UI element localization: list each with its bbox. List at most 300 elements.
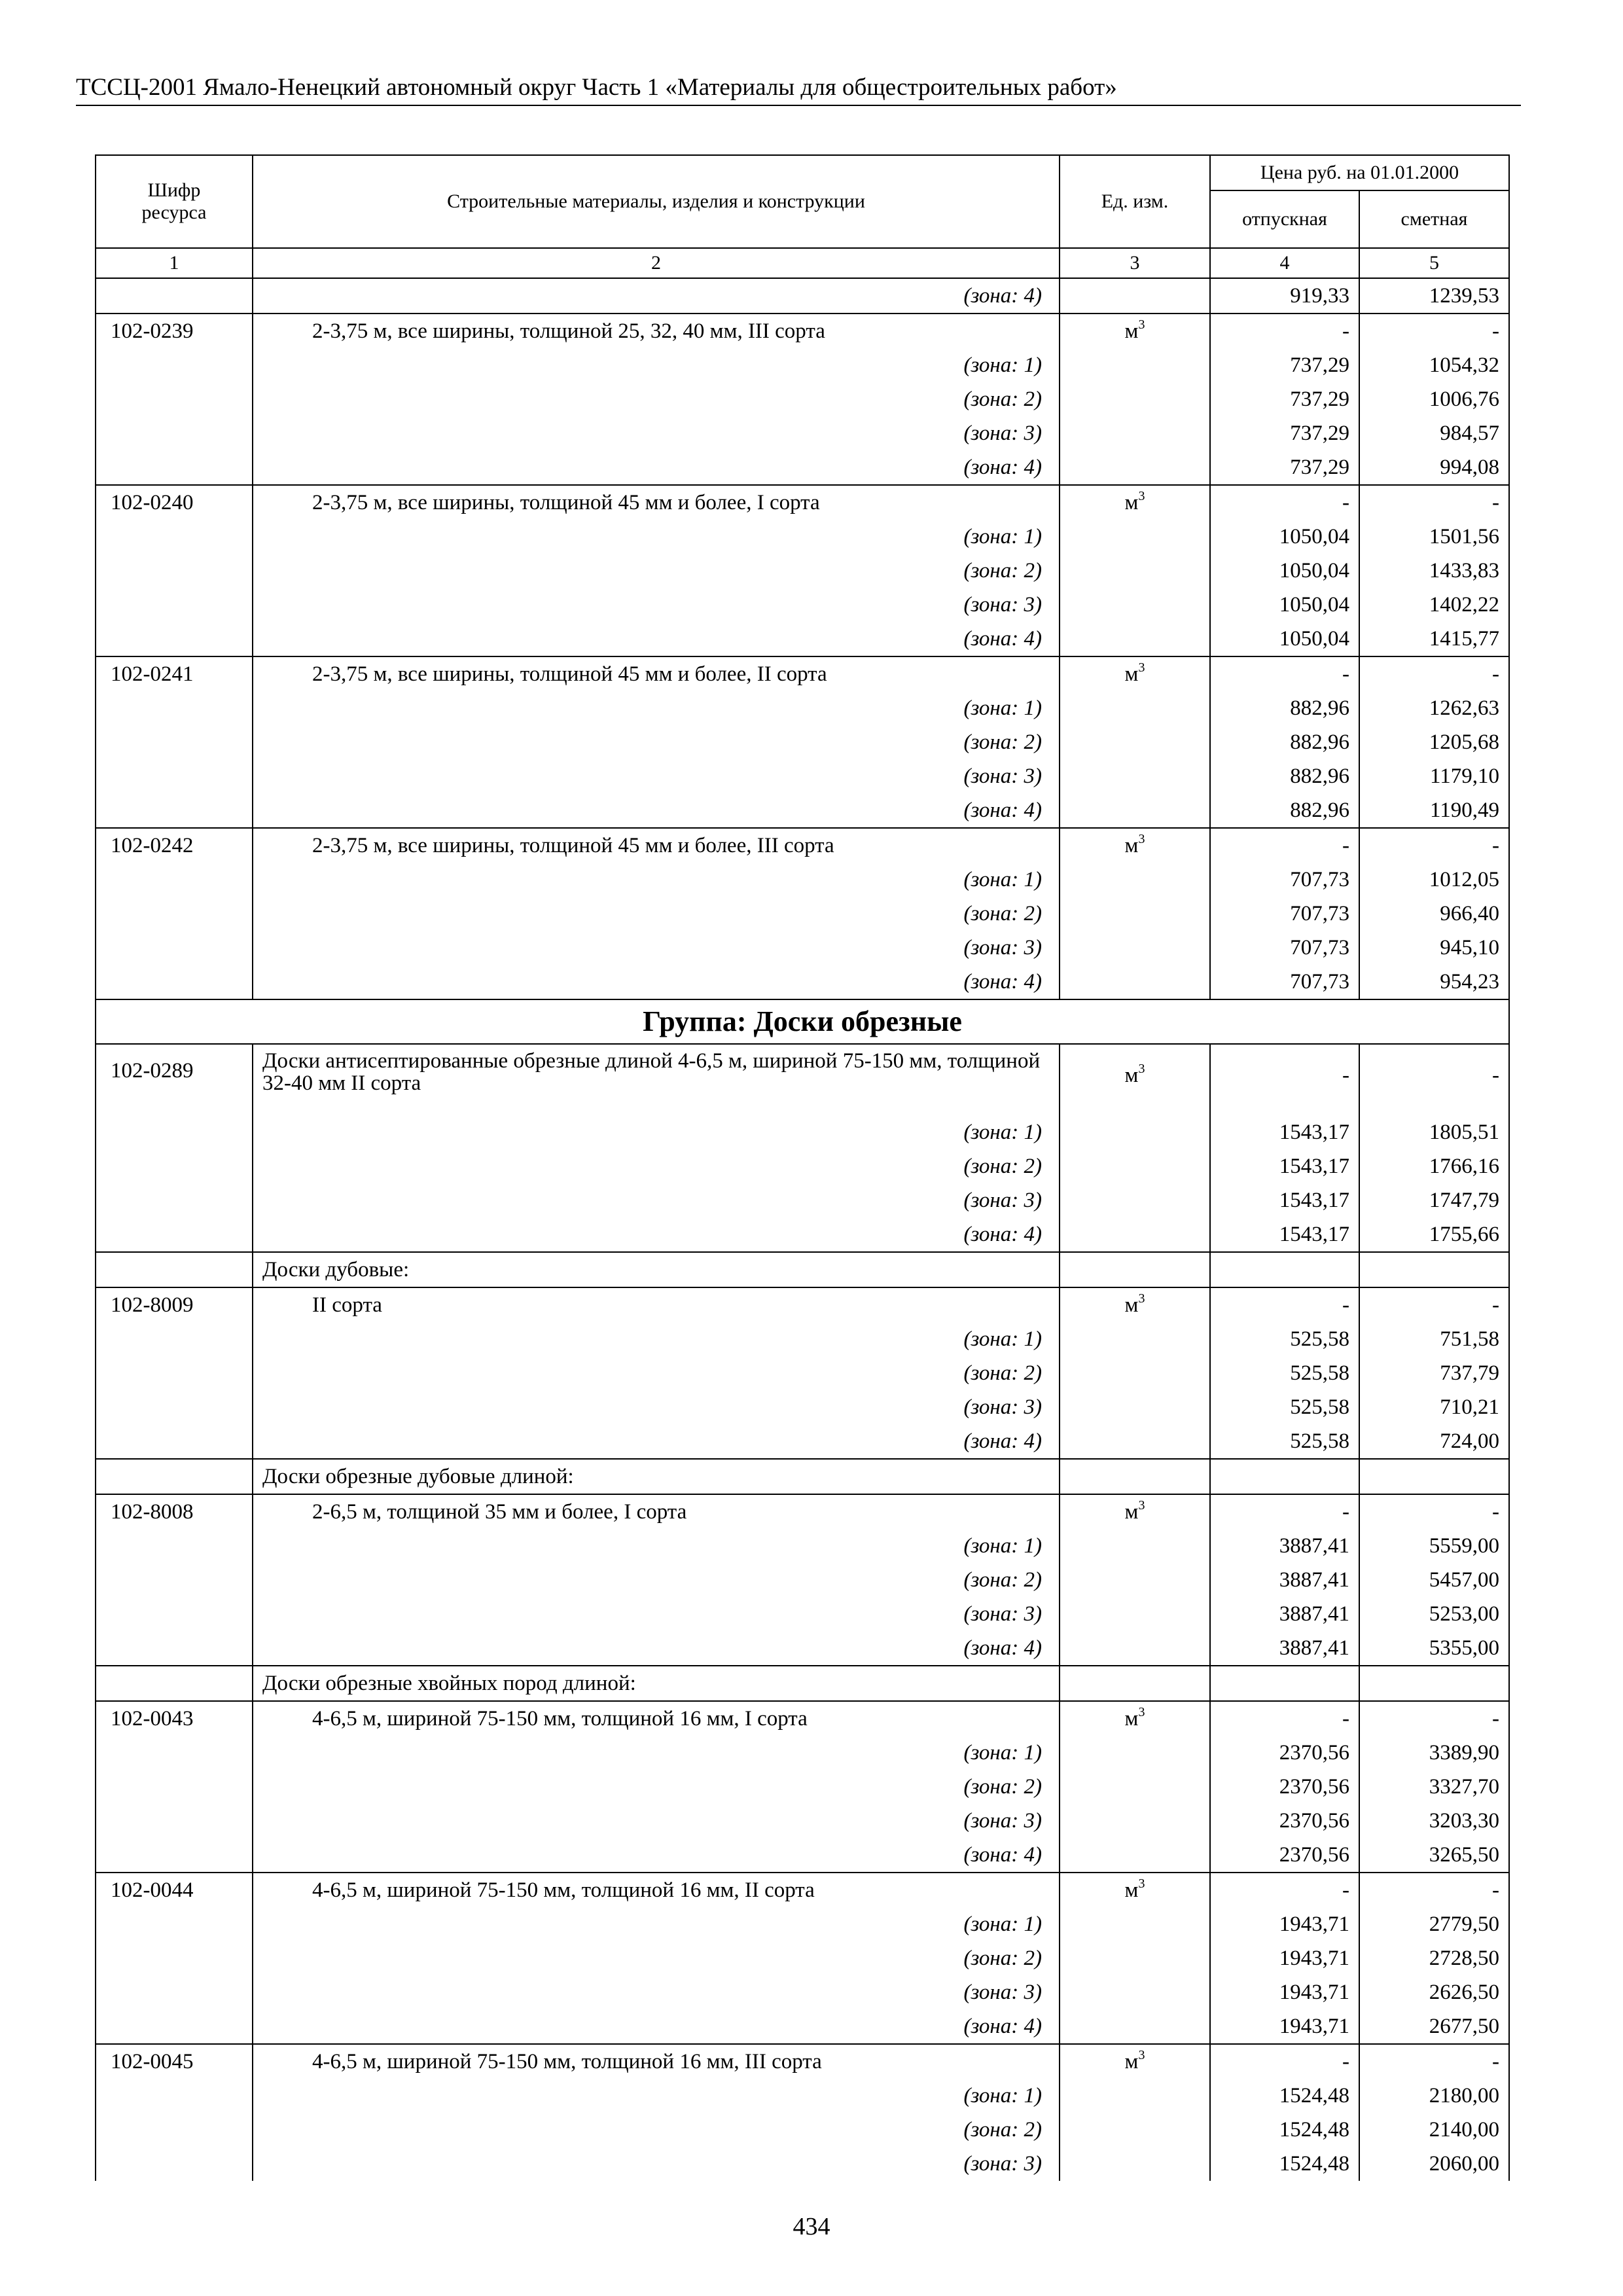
zone-price-row: [96, 278, 1509, 314]
release-price: 707,73: [1210, 965, 1359, 999]
zone-label: (зона: 3): [253, 1183, 1060, 1217]
release-price: 525,58: [1210, 1322, 1359, 1356]
resource-code: [96, 931, 253, 965]
release-price: -: [1210, 1494, 1359, 1529]
unit-label: м: [1124, 1500, 1139, 1524]
resource-code: [96, 554, 253, 588]
material-name: 2-3,75 м, все ширины, толщиной 45 мм и более, II сорта: [253, 656, 1060, 691]
material-item-row: [96, 2044, 1509, 2079]
resource-code: [96, 1149, 253, 1183]
resource-code: [96, 1597, 253, 1631]
zone-price-row: [96, 2147, 1509, 2181]
resource-code: [96, 759, 253, 793]
column-number: 2: [253, 248, 1060, 278]
estimate-price: 5559,00: [1359, 1529, 1509, 1563]
release-price: -: [1210, 2044, 1359, 2079]
unit-exponent: 3: [1138, 1498, 1145, 1513]
release-price: 3887,41: [1210, 1631, 1359, 1666]
estimate-price: 751,58: [1359, 1322, 1509, 1356]
unit-cell: [1060, 1390, 1210, 1424]
material-subheading: Доски обрезные дубовые длиной:: [253, 1459, 1060, 1494]
resource-code: 102-0241: [96, 656, 253, 691]
zone-label: (зона: 3): [253, 1390, 1060, 1424]
zone-label: (зона: 4): [253, 1217, 1060, 1252]
unit-cell: [1060, 520, 1210, 554]
resource-code: [96, 520, 253, 554]
zone-label: (зона: 1): [253, 691, 1060, 725]
estimate-price: 2180,00: [1359, 2079, 1509, 2113]
resource-code: [96, 1563, 253, 1597]
estimate-price: 2677,50: [1359, 2009, 1509, 2044]
resource-code: [96, 725, 253, 759]
column-header-unit: Ед. изм.: [1060, 155, 1210, 248]
zone-price-row: [96, 1770, 1509, 1804]
unit-cell: [1060, 2113, 1210, 2147]
unit-label: м: [1124, 834, 1139, 857]
zone-price-row: [96, 1597, 1509, 1631]
resource-code: 102-0289: [96, 1044, 253, 1115]
material-name: 2-3,75 м, все ширины, толщиной 25, 32, 40 мм, III сорта: [253, 314, 1060, 348]
release-price: 1943,71: [1210, 1907, 1359, 1941]
material-name: 2-3,75 м, все ширины, толщиной 45 мм и более, III сорта: [253, 828, 1060, 863]
resource-code: [96, 1424, 253, 1459]
unit-cell: [1060, 450, 1210, 485]
release-price: 525,58: [1210, 1424, 1359, 1459]
estimate-price: 1239,53: [1359, 278, 1509, 314]
release-price: 1543,17: [1210, 1115, 1359, 1149]
zone-label: (зона: 1): [253, 1529, 1060, 1563]
zone-label: (зона: 4): [253, 278, 1060, 314]
release-price: -: [1210, 485, 1359, 520]
unit-cell: [1060, 931, 1210, 965]
unit-label: м: [1124, 1878, 1139, 1902]
zone-price-row: [96, 348, 1509, 382]
unit-cell: [1060, 588, 1210, 622]
unit-cell: [1060, 1494, 1210, 1529]
release-price: 1524,48: [1210, 2079, 1359, 2113]
estimate-price: 994,08: [1359, 450, 1509, 485]
unit-cell: [1060, 1529, 1210, 1563]
zone-price-row: [96, 1907, 1509, 1941]
resource-code: [96, 1838, 253, 1873]
estimate-price: 710,21: [1359, 1390, 1509, 1424]
release-price: 2370,56: [1210, 1770, 1359, 1804]
zone-price-row: [96, 965, 1509, 999]
zone-price-row: [96, 520, 1509, 554]
resource-code: [96, 1666, 253, 1701]
zone-label: (зона: 2): [253, 1356, 1060, 1390]
unit-cell: [1060, 1975, 1210, 2009]
unit-cell: [1060, 965, 1210, 999]
unit-label: м: [1124, 1707, 1139, 1731]
release-price: 1543,17: [1210, 1183, 1359, 1217]
zone-label: (зона: 1): [253, 863, 1060, 897]
zone-label: (зона: 3): [253, 416, 1060, 450]
resource-code: 102-8009: [96, 1287, 253, 1322]
zone-label: (зона: 1): [253, 520, 1060, 554]
zone-price-row: [96, 450, 1509, 485]
zone-label: (зона: 1): [253, 1322, 1060, 1356]
table-header: [96, 155, 1509, 278]
material-item-row: [96, 1287, 1509, 1322]
column-header-estimate: сметная: [1359, 190, 1509, 248]
zone-price-row: [96, 2113, 1509, 2147]
estimate-price: 1747,79: [1359, 1183, 1509, 1217]
resource-code: 102-8008: [96, 1494, 253, 1529]
resource-code: [96, 2147, 253, 2181]
release-price: -: [1210, 1701, 1359, 1736]
unit-cell: [1060, 1563, 1210, 1597]
release-price: 737,29: [1210, 348, 1359, 382]
estimate-price: -: [1359, 1044, 1509, 1115]
release-price: 3887,41: [1210, 1563, 1359, 1597]
estimate-price: 5457,00: [1359, 1563, 1509, 1597]
resource-code: 102-0045: [96, 2044, 253, 2079]
price-table-container: [95, 154, 1508, 2181]
estimate-price: 984,57: [1359, 416, 1509, 450]
release-price: [1210, 1252, 1359, 1287]
resource-code: [96, 622, 253, 656]
estimate-price: -: [1359, 2044, 1509, 2079]
group-heading: Группа: Доски обрезные: [96, 999, 1509, 1044]
estimate-price: -: [1359, 656, 1509, 691]
resource-code: [96, 450, 253, 485]
resource-code: [96, 691, 253, 725]
resource-code: 102-0242: [96, 828, 253, 863]
resource-code: [96, 1390, 253, 1424]
release-price: 1943,71: [1210, 2009, 1359, 2044]
resource-code: [96, 1975, 253, 2009]
estimate-price: 2779,50: [1359, 1907, 1509, 1941]
estimate-price: 1501,56: [1359, 520, 1509, 554]
estimate-price: 1755,66: [1359, 1217, 1509, 1252]
release-price: 1524,48: [1210, 2113, 1359, 2147]
zone-label: (зона: 4): [253, 1838, 1060, 1873]
zone-price-row: [96, 759, 1509, 793]
material-subheading: Доски дубовые:: [253, 1252, 1060, 1287]
unit-cell: [1060, 1044, 1210, 1115]
estimate-price: 1262,63: [1359, 691, 1509, 725]
unit-exponent: 3: [1138, 317, 1145, 332]
resource-code: [96, 416, 253, 450]
unit-cell: [1060, 656, 1210, 691]
unit-cell: [1060, 622, 1210, 656]
resource-code: 102-0239: [96, 314, 253, 348]
release-price: 1943,71: [1210, 1941, 1359, 1975]
release-price: 882,96: [1210, 691, 1359, 725]
zone-label: (зона: 3): [253, 759, 1060, 793]
zone-price-row: [96, 1975, 1509, 2009]
resource-code: [96, 1804, 253, 1838]
material-name: 4-6,5 м, шириной 75-150 мм, толщиной 16 мм, III сорта: [253, 2044, 1060, 2079]
estimate-price: -: [1359, 485, 1509, 520]
release-price: 707,73: [1210, 897, 1359, 931]
release-price: 3887,41: [1210, 1529, 1359, 1563]
release-price: 525,58: [1210, 1390, 1359, 1424]
zone-price-row: [96, 1356, 1509, 1390]
zone-price-row: [96, 897, 1509, 931]
resource-code: 102-0044: [96, 1873, 253, 1907]
unit-cell: [1060, 554, 1210, 588]
unit-cell: [1060, 2147, 1210, 2181]
unit-cell: [1060, 793, 1210, 828]
zone-label: (зона: 3): [253, 1597, 1060, 1631]
column-header-release: отпускная: [1210, 190, 1359, 248]
zone-price-row: [96, 416, 1509, 450]
resource-code: [96, 1770, 253, 1804]
estimate-price: 3389,90: [1359, 1736, 1509, 1770]
estimate-price: 1415,77: [1359, 622, 1509, 656]
unit-cell: [1060, 1115, 1210, 1149]
estimate-price: 3265,50: [1359, 1838, 1509, 1873]
material-item-row: [96, 485, 1509, 520]
unit-exponent: 3: [1138, 489, 1145, 503]
resource-code: [96, 348, 253, 382]
release-price: -: [1210, 828, 1359, 863]
release-price: 737,29: [1210, 450, 1359, 485]
zone-label: (зона: 4): [253, 1631, 1060, 1666]
estimate-price: 1433,83: [1359, 554, 1509, 588]
zone-price-row: [96, 691, 1509, 725]
material-item-row: [96, 656, 1509, 691]
unit-cell: [1060, 278, 1210, 314]
material-item-row: [96, 1873, 1509, 1907]
zone-price-row: [96, 2079, 1509, 2113]
column-number: 5: [1359, 248, 1509, 278]
release-price: 1050,04: [1210, 554, 1359, 588]
material-subheading: Доски обрезные хвойных пород длиной:: [253, 1666, 1060, 1701]
release-price: 882,96: [1210, 793, 1359, 828]
resource-code: [96, 1356, 253, 1390]
estimate-price: 2060,00: [1359, 2147, 1509, 2181]
release-price: 2370,56: [1210, 1838, 1359, 1873]
zone-label: (зона: 4): [253, 622, 1060, 656]
zone-price-row: [96, 1424, 1509, 1459]
zone-price-row: [96, 382, 1509, 416]
zone-label: (зона: 4): [253, 793, 1060, 828]
release-price: 737,29: [1210, 382, 1359, 416]
zone-price-row: [96, 1149, 1509, 1183]
unit-cell: [1060, 348, 1210, 382]
release-price: [1210, 1666, 1359, 1701]
resource-code: [96, 1217, 253, 1252]
release-price: 1543,17: [1210, 1149, 1359, 1183]
page-header: ТССЦ-2001 Ямало-Ненецкий автономный округ Часть 1 «Материалы для общестроительных работ»: [76, 73, 1521, 106]
resource-code: [96, 1631, 253, 1666]
resource-code: [96, 863, 253, 897]
zone-price-row: [96, 1183, 1509, 1217]
resource-code: [96, 2079, 253, 2113]
zone-price-row: [96, 725, 1509, 759]
unit-label: м: [1124, 1293, 1139, 1317]
zone-price-row: [96, 1390, 1509, 1424]
release-price: 882,96: [1210, 725, 1359, 759]
estimate-price: 1179,10: [1359, 759, 1509, 793]
release-price: 2370,56: [1210, 1736, 1359, 1770]
estimate-price: 1012,05: [1359, 863, 1509, 897]
zone-price-row: [96, 1529, 1509, 1563]
unit-exponent: 3: [1138, 2048, 1145, 2062]
estimate-price: 724,00: [1359, 1424, 1509, 1459]
release-price: -: [1210, 1044, 1359, 1115]
resource-code: [96, 897, 253, 931]
material-name: II сорта: [253, 1287, 1060, 1322]
release-price: 1543,17: [1210, 1217, 1359, 1252]
zone-label: (зона: 3): [253, 931, 1060, 965]
resource-code: [96, 965, 253, 999]
unit-exponent: 3: [1138, 1705, 1145, 1719]
release-price: 737,29: [1210, 416, 1359, 450]
zone-price-row: [96, 1941, 1509, 1975]
resource-code: [96, 278, 253, 314]
unit-cell: [1060, 1736, 1210, 1770]
zone-label: (зона: 3): [253, 1975, 1060, 2009]
estimate-price: 2728,50: [1359, 1941, 1509, 1975]
resource-code: [96, 1907, 253, 1941]
zone-price-row: [96, 1804, 1509, 1838]
zone-price-row: [96, 554, 1509, 588]
resource-code: [96, 382, 253, 416]
estimate-price: 1006,76: [1359, 382, 1509, 416]
estimate-price: 954,23: [1359, 965, 1509, 999]
unit-exponent: 3: [1138, 1291, 1145, 1306]
estimate-price: 5355,00: [1359, 1631, 1509, 1666]
material-item-row: [96, 1701, 1509, 1736]
unit-cell: [1060, 691, 1210, 725]
resource-code: [96, 1252, 253, 1287]
zone-label: (зона: 3): [253, 1804, 1060, 1838]
unit-exponent: 3: [1138, 660, 1145, 675]
estimate-price: 945,10: [1359, 931, 1509, 965]
material-name: 4-6,5 м, шириной 75-150 мм, толщиной 16 мм, I сорта: [253, 1701, 1060, 1736]
material-item-row: [96, 1494, 1509, 1529]
release-price: 2370,56: [1210, 1804, 1359, 1838]
unit-cell: [1060, 1322, 1210, 1356]
subheading-row: [96, 1252, 1509, 1287]
estimate-price: -: [1359, 1873, 1509, 1907]
resource-code: 102-0043: [96, 1701, 253, 1736]
unit-exponent: 3: [1138, 1876, 1145, 1891]
unit-label: м: [1124, 2050, 1139, 2073]
zone-price-row: [96, 1631, 1509, 1666]
unit-cell: [1060, 1183, 1210, 1217]
column-header-code: Шифр ресурса: [96, 155, 253, 248]
release-price: 1050,04: [1210, 622, 1359, 656]
resource-code: [96, 2113, 253, 2147]
material-name: Доски антисептированные обрезные длиной 4-6,5 м, шириной 75-150 мм, толщиной 32-40 мм II сорта: [253, 1044, 1060, 1115]
unit-cell: [1060, 725, 1210, 759]
release-price: 1943,71: [1210, 1975, 1359, 2009]
material-name: 4-6,5 м, шириной 75-150 мм, толщиной 16 мм, II сорта: [253, 1873, 1060, 1907]
release-price: -: [1210, 656, 1359, 691]
zone-label: (зона: 1): [253, 1736, 1060, 1770]
unit-cell: [1060, 1631, 1210, 1666]
zone-label: (зона: 2): [253, 382, 1060, 416]
resource-code: [96, 1941, 253, 1975]
release-price: 919,33: [1210, 278, 1359, 314]
zone-label: (зона: 2): [253, 1941, 1060, 1975]
column-header-price: Цена руб. на 01.01.2000: [1210, 155, 1509, 190]
material-item-row: [96, 828, 1509, 863]
zone-price-row: [96, 1736, 1509, 1770]
unit-cell: [1060, 485, 1210, 520]
resource-code: [96, 1459, 253, 1494]
estimate-price: -: [1359, 1494, 1509, 1529]
group-heading-row: [96, 999, 1509, 1044]
zone-label: (зона: 2): [253, 1563, 1060, 1597]
column-number: 4: [1210, 248, 1359, 278]
resource-code: [96, 588, 253, 622]
unit-cell: [1060, 1149, 1210, 1183]
unit-cell: [1060, 1838, 1210, 1873]
unit-cell: [1060, 1907, 1210, 1941]
resource-code: [96, 1183, 253, 1217]
estimate-price: 3327,70: [1359, 1770, 1509, 1804]
estimate-price: [1359, 1459, 1509, 1494]
zone-label: (зона: 1): [253, 348, 1060, 382]
estimate-price: -: [1359, 1287, 1509, 1322]
material-item-row: [96, 1044, 1509, 1115]
column-number: 3: [1060, 248, 1210, 278]
estimate-price: 1805,51: [1359, 1115, 1509, 1149]
estimate-price: -: [1359, 314, 1509, 348]
zone-price-row: [96, 1322, 1509, 1356]
unit-cell: [1060, 863, 1210, 897]
zone-label: (зона: 2): [253, 725, 1060, 759]
resource-code: [96, 793, 253, 828]
zone-label: (зона: 2): [253, 1770, 1060, 1804]
unit-cell: [1060, 1597, 1210, 1631]
unit-cell: [1060, 314, 1210, 348]
column-number-row: [96, 248, 1509, 278]
zone-price-row: [96, 588, 1509, 622]
subheading-row: [96, 1459, 1509, 1494]
zone-label: (зона: 4): [253, 965, 1060, 999]
zone-price-row: [96, 1115, 1509, 1149]
zone-label: (зона: 4): [253, 2009, 1060, 2044]
release-price: -: [1210, 314, 1359, 348]
zone-label: (зона: 1): [253, 1115, 1060, 1149]
release-price: 1524,48: [1210, 2147, 1359, 2181]
zone-label: (зона: 2): [253, 1149, 1060, 1183]
resource-code: [96, 1115, 253, 1149]
estimate-price: 2626,50: [1359, 1975, 1509, 2009]
resource-code: [96, 1529, 253, 1563]
unit-cell: [1060, 1356, 1210, 1390]
page-number: 434: [793, 2213, 830, 2240]
release-price: 3887,41: [1210, 1597, 1359, 1631]
zone-price-row: [96, 2009, 1509, 2044]
zone-price-row: [96, 1217, 1509, 1252]
estimate-price: 5253,00: [1359, 1597, 1509, 1631]
unit-cell: [1060, 2079, 1210, 2113]
unit-cell: [1060, 1666, 1210, 1701]
release-price: [1210, 1459, 1359, 1494]
resource-code: 102-0240: [96, 485, 253, 520]
estimate-price: 3203,30: [1359, 1804, 1509, 1838]
resource-code: [96, 1322, 253, 1356]
unit-cell: [1060, 1217, 1210, 1252]
estimate-price: 1402,22: [1359, 588, 1509, 622]
resource-code: [96, 1736, 253, 1770]
subheading-row: [96, 1666, 1509, 1701]
zone-price-row: [96, 622, 1509, 656]
estimate-price: -: [1359, 1701, 1509, 1736]
zone-label: (зона: 1): [253, 2079, 1060, 2113]
release-price: 882,96: [1210, 759, 1359, 793]
table-body: [96, 278, 1509, 2181]
column-header-material: Строительные материалы, изделия и конструкции: [253, 155, 1060, 248]
